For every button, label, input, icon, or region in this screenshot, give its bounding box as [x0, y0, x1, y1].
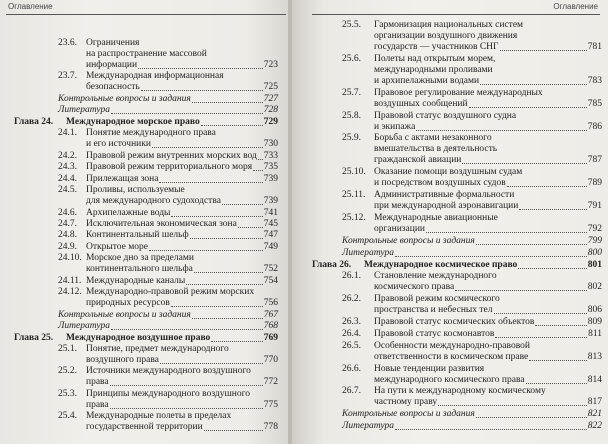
toc-entry-title-line: Архипелажные воды: [86, 207, 171, 218]
toc-entry-title-line: ответственности в космическом праве: [374, 351, 529, 362]
toc-entry-number: 23.7.: [58, 71, 77, 82]
toc-entry-number: 24.8.: [58, 230, 77, 241]
left-running-header: Оглавление: [8, 2, 53, 11]
toc-entry[interactable]: [14, 38, 278, 71]
toc-entry[interactable]: [312, 248, 602, 259]
toc-entry[interactable]: [14, 366, 278, 388]
toc-entry[interactable]: [14, 105, 278, 116]
toc-entry-number: 25.1.: [58, 344, 77, 354]
toc-entry[interactable]: [14, 162, 278, 173]
toc-dot-leader: [222, 196, 263, 205]
toc-entry[interactable]: [14, 71, 278, 93]
toc-entry-title-line: Открытое море: [86, 241, 148, 252]
toc-dot-leader: [507, 178, 587, 187]
toc-entry-title-line: Борьба с актами незаконного: [374, 133, 492, 144]
toc-entry[interactable]: [14, 242, 278, 253]
toc-dot-leader: [426, 224, 587, 233]
toc-dot-leader: [438, 397, 587, 406]
toc-entry-title-line: международного космического права: [374, 374, 525, 385]
toc-dot-leader: [152, 139, 263, 148]
toc-entry-page-number: 778: [263, 422, 278, 433]
toc-entry[interactable]: [14, 174, 278, 185]
toc-entry-title-line: информации: [86, 60, 138, 70]
toc-entry-title-line: и посредством воздушных судов: [374, 178, 506, 189]
toc-entry-page-number: 775: [263, 399, 278, 410]
toc-entry-number: 24.2.: [58, 150, 77, 161]
toc-entry-page-number: 741: [263, 207, 278, 218]
toc-entry-number: 26.6.: [342, 363, 361, 374]
toc-entry-number: 25.3.: [58, 388, 77, 399]
toc-entry-title-line: Контрольные вопросы и задания: [58, 309, 191, 320]
toc-entry-number: 24.5.: [58, 185, 77, 196]
toc-entry-page-number: 786: [587, 121, 602, 132]
toc-entry-title-line: права: [86, 399, 109, 410]
toc-entry-page-number: 749: [263, 241, 278, 252]
toc-entry-title-line: Понятие международного права: [86, 128, 216, 139]
toc-entry-title-line: Оказание помощи воздушным судам: [374, 167, 523, 178]
toc-entry-title-line: Прилежащая зона: [86, 173, 159, 184]
toc-entry[interactable]: [312, 294, 602, 316]
toc-entry-title-line: Новые тенденции развития: [374, 363, 485, 374]
toc-entry-number: 26.3.: [342, 317, 361, 328]
toc-dot-leader: [192, 310, 263, 319]
toc-entry[interactable]: [312, 409, 602, 420]
toc-entry-title-line: организации: [374, 223, 426, 234]
toc-entry-number: 25.10.: [342, 167, 366, 178]
toc-entry-number: 25.9.: [342, 133, 361, 144]
toc-entry-title-line: Международное морское право: [66, 116, 200, 127]
toc-entry-title-line: Континентальный шельф: [86, 230, 189, 241]
toc-dot-leader: [519, 201, 586, 210]
toc-entry-title-line: Международные авиационные: [374, 212, 498, 223]
toc-entry-number: 26.4.: [342, 328, 361, 339]
toc-entry[interactable]: [312, 111, 602, 133]
toc-dot-leader: [535, 317, 586, 326]
toc-dot-leader: [211, 333, 262, 342]
toc-entry[interactable]: [14, 253, 278, 275]
toc-entry-page-number: 739: [263, 196, 278, 207]
toc-entry-title-line: Правовой режим территориального моря: [86, 162, 253, 173]
toc-entry-number: 24.4.: [58, 173, 77, 184]
toc-entry-page-number: 735: [263, 162, 278, 173]
toc-entry-number: 24.7.: [58, 218, 77, 229]
toc-dot-leader: [171, 298, 263, 307]
toc-entry-page-number: 792: [587, 223, 602, 234]
toc-entry[interactable]: [14, 287, 278, 309]
toc-entry[interactable]: [312, 421, 602, 432]
toc-entry-title-line: Контрольные вопросы и задания: [342, 409, 475, 420]
toc-entry-page-number: 822: [587, 421, 602, 432]
toc-dot-leader: [204, 422, 263, 431]
toc-dot-leader: [526, 375, 587, 384]
toc-entry[interactable]: [14, 276, 278, 287]
toc-entry-title-line: частному праву: [374, 397, 438, 408]
toc-dot-leader: [476, 409, 587, 418]
toc-entry[interactable]: [312, 54, 602, 87]
toc-entry[interactable]: [14, 333, 278, 344]
toc-entry-number: 24.11.: [58, 275, 82, 286]
toc-entry-number: 26.1.: [342, 271, 361, 282]
toc-dot-leader: [238, 219, 263, 228]
toc-entry[interactable]: [312, 341, 602, 363]
toc-entry-title-line: космического права: [374, 282, 455, 293]
toc-entry-title-line: Полеты над открытым морем,: [374, 53, 496, 64]
toc-entry-page-number: 747: [263, 230, 278, 241]
toc-entry-number: 23.6.: [58, 38, 77, 48]
toc-entry[interactable]: [14, 411, 278, 433]
toc-entry-title-line: континентального шельфа: [86, 264, 193, 275]
toc-entry[interactable]: [312, 88, 602, 110]
toc-dot-leader: [469, 99, 587, 108]
toc-entry-page-number: 802: [587, 282, 602, 293]
toc-entry-page-number: 756: [263, 298, 278, 309]
toc-dot-leader: [258, 151, 263, 160]
toc-entry[interactable]: [14, 389, 278, 411]
toc-entry[interactable]: [14, 151, 278, 162]
toc-dot-leader: [253, 162, 263, 171]
toc-entry-title-line: для международного судоходства: [86, 196, 221, 207]
toc-entry[interactable]: [14, 310, 278, 321]
toc-entry-number: 26.7.: [342, 386, 361, 397]
toc-dot-leader: [149, 242, 263, 251]
toc-entry-number: Глава 25.: [14, 332, 54, 343]
toc-entry-title-line: Становление международного: [374, 271, 497, 282]
toc-dot-leader: [111, 321, 263, 330]
toc-entry-title-line: Правовой статус воздушного судна: [374, 110, 517, 121]
toc-entry-title-line: на распространение массовой: [86, 49, 207, 59]
toc-entry[interactable]: [312, 190, 602, 212]
toc-entry[interactable]: [14, 219, 278, 230]
toc-entry-title-line: гражданской авиации: [374, 155, 462, 166]
toc-entry-title-line: Проливы, используемые: [86, 185, 185, 196]
toc-entry-number: 25.5.: [342, 20, 361, 30]
toc-entry-page-number: 821: [587, 409, 602, 420]
toc-entry-title-line: Литература: [342, 247, 394, 258]
toc-entry-title-line: и его источники: [86, 139, 151, 150]
toc-entry-number: 25.11.: [342, 190, 366, 201]
toc-entry-title-line: Контрольные вопросы и задания: [58, 93, 191, 104]
toc-entry-number: 24.12.: [58, 287, 82, 298]
toc-entry-number: Глава 24.: [14, 116, 54, 127]
right-header-rule: [312, 14, 600, 15]
toc-entry-page-number: 801: [587, 259, 602, 270]
toc-entry[interactable]: [312, 329, 602, 340]
toc-entry[interactable]: [312, 364, 602, 386]
toc-entry-title-line: Правовой статус космических объектов: [374, 317, 535, 328]
toc-entry-title-line: Морское дно за пределами: [86, 253, 194, 264]
toc-entry-title-line: организации воздушного движения: [374, 31, 518, 41]
toc-entry-title-line: при международной аэронавигации: [374, 201, 519, 212]
toc-entry-title-line: и архипелажными водами: [374, 75, 480, 86]
toc-entry-page-number: 814: [587, 374, 602, 385]
toc-entry-title-line: государственной территории: [86, 422, 203, 433]
toc-entry-page-number: 781: [587, 42, 602, 52]
toc-dot-leader: [455, 282, 587, 291]
toc-entry-number: 24.6.: [58, 207, 77, 218]
toc-entry-title-line: Правовой режим внутренних морских вод: [86, 150, 257, 161]
toc-entry-title-line: Источники международного воздушного: [86, 366, 251, 377]
toc-entry-title-line: Правовое регулирование международных: [374, 87, 543, 98]
toc-entry-title-line: Гармонизация национальных систем: [374, 20, 524, 30]
toc-entry-page-number: 730: [263, 139, 278, 150]
toc-entry-title-line: Международные полеты в пределах: [86, 411, 232, 422]
toc-entry-page-number: 817: [587, 397, 602, 408]
toc-entry[interactable]: [14, 344, 278, 366]
toc-dot-leader: [111, 105, 263, 114]
toc-entry-title-line: воздушного права: [86, 355, 159, 365]
toc-entry-title-line: государств — участников СНГ: [374, 42, 499, 52]
toc-dot-leader: [171, 208, 262, 217]
toc-entry-page-number: 806: [587, 305, 602, 316]
toc-dot-leader: [186, 276, 262, 285]
toc-entry-page-number: 770: [263, 355, 278, 365]
toc-dot-leader: [395, 248, 587, 257]
toc-entry-title-line: Международное воздушное право: [66, 332, 211, 343]
toc-entry-title-line: Правовой режим космического: [374, 294, 500, 305]
toc-dot-leader: [416, 122, 586, 131]
toc-dot-leader: [160, 355, 263, 364]
toc-entry-title-line: Международная информационная: [86, 71, 224, 82]
toc-dot-leader: [495, 329, 587, 338]
left-page: [0, 0, 290, 444]
toc-entry-page-number: 723: [263, 60, 278, 70]
toc-entry[interactable]: [14, 94, 278, 105]
toc-entry-title-line: международными проливами: [374, 64, 493, 75]
toc-dot-leader: [480, 76, 587, 85]
toc-dot-leader: [192, 94, 263, 103]
toc-entry-page-number: 752: [263, 264, 278, 275]
toc-entry[interactable]: [14, 230, 278, 241]
toc-entry-page-number: 783: [587, 75, 602, 86]
toc-entry-page-number: 728: [263, 105, 278, 116]
toc-entry[interactable]: [312, 271, 602, 293]
toc-entry-page-number: 745: [263, 218, 278, 229]
toc-entry-title-line: Исключительная экономическая зона: [86, 218, 237, 229]
toc-entry-title-line: Контрольные вопросы и задания: [342, 235, 475, 246]
toc-entry-page-number: 789: [587, 178, 602, 189]
toc-entry-title-line: воздушных сообщений: [374, 98, 468, 109]
toc-entry[interactable]: [14, 208, 278, 219]
toc-entry[interactable]: [312, 167, 602, 189]
toc-dot-leader: [141, 82, 263, 91]
toc-entry-number: Глава 26.: [312, 259, 352, 270]
toc-entry-title-line: Литература: [342, 421, 394, 432]
toc-entry-page-number: 727: [263, 93, 278, 104]
toc-entry-title-line: и экипажа: [374, 121, 416, 132]
toc-entry[interactable]: [14, 128, 278, 150]
toc-entry-title-line: Принципы международного воздушного: [86, 388, 251, 399]
toc-entry-title-line: Ограничения: [86, 38, 140, 48]
toc-dot-leader: [194, 264, 263, 273]
toc-entry-title-line: Международно-правовой режим морских: [86, 287, 255, 298]
toc-entry-page-number: 754: [263, 275, 278, 286]
toc-entry-title-line: вмешательства в деятельность: [374, 144, 498, 155]
toc-entry-page-number: 767: [263, 309, 278, 320]
toc-entry-page-number: 800: [587, 247, 602, 258]
toc-entry-page-number: 769: [263, 332, 278, 343]
toc-entry-title-line: природных ресурсов: [86, 298, 170, 309]
toc-entry-number: 24.1.: [58, 128, 77, 139]
toc-dot-leader: [500, 42, 587, 51]
toc-entry-number: 26.2.: [342, 294, 361, 305]
toc-entry-number: 25.2.: [58, 366, 77, 377]
toc-dot-leader: [395, 421, 587, 430]
toc-dot-leader: [110, 400, 263, 409]
toc-dot-leader: [529, 352, 587, 361]
toc-entry-title-line: права: [86, 377, 109, 388]
toc-entry-title-line: пространства и небесных тел: [374, 305, 493, 316]
right-page: [292, 0, 608, 444]
toc-entry-title-line: Административные формальности: [374, 190, 515, 201]
toc-entry-number: 25.4.: [58, 411, 77, 422]
toc-entry-title-line: Особенности международно-правовой: [374, 340, 530, 351]
toc-entry-page-number: 768: [263, 321, 278, 332]
toc-entry-number: 24.10.: [58, 253, 82, 264]
toc-entry-number: 25.8.: [342, 110, 361, 121]
toc-entry-page-number: 772: [263, 377, 278, 388]
toc-entry[interactable]: [312, 236, 602, 247]
toc-entry-number: 24.9.: [58, 241, 77, 252]
toc-dot-leader: [190, 230, 263, 239]
toc-entry-title-line: безопасность: [86, 82, 140, 93]
toc-entry[interactable]: [312, 386, 602, 408]
toc-entry[interactable]: [312, 133, 602, 166]
toc-entry[interactable]: [14, 117, 278, 128]
toc-entry-number: 24.3.: [58, 162, 77, 173]
toc-entry-page-number: 799: [587, 235, 602, 246]
toc-entry[interactable]: [312, 20, 602, 53]
toc-dot-leader: [138, 60, 263, 69]
toc-entry-title-line: Литература: [58, 321, 110, 332]
toc-entry-title-line: Правовой статус космонавтов: [374, 328, 495, 339]
toc-entry-number: 25.6.: [342, 53, 361, 64]
toc-entry-page-number: 813: [587, 351, 602, 362]
toc-entry-title-line: Международное космическое право: [364, 259, 518, 270]
toc-entry-title-line: На пути к международному космическому: [374, 386, 546, 397]
toc-entry[interactable]: [312, 317, 602, 328]
toc-entry-page-number: 809: [587, 317, 602, 328]
toc-entry-page-number: 785: [587, 98, 602, 109]
left-header-rule: [6, 14, 286, 15]
toc-entry[interactable]: [312, 213, 602, 235]
toc-entry-number: 26.5.: [342, 340, 361, 351]
toc-dot-leader: [494, 305, 587, 314]
toc-entry-page-number: 811: [588, 328, 602, 339]
toc-dot-leader: [159, 174, 262, 183]
toc-entry-title-line: Международные каналы: [86, 275, 186, 286]
right-running-header: Оглавление: [553, 2, 598, 11]
toc-dot-leader: [110, 377, 263, 386]
toc-entry-title-line: Литература: [58, 105, 110, 116]
toc-entry-page-number: 729: [263, 116, 278, 127]
toc-entry-number: 25.7.: [342, 87, 361, 98]
toc-entry-page-number: 739: [263, 173, 278, 184]
toc-dot-leader: [476, 236, 587, 245]
toc-entry[interactable]: [14, 321, 278, 332]
toc-entry[interactable]: [14, 185, 278, 207]
toc-entry-page-number: 725: [263, 82, 278, 93]
toc-dot-leader: [201, 117, 263, 126]
toc-entry-page-number: 733: [263, 150, 278, 161]
toc-dot-leader: [462, 155, 586, 164]
toc-dot-leader: [518, 260, 586, 269]
toc-entry-page-number: 791: [587, 201, 602, 212]
toc-entry-title-line: Понятие, предмет международного: [86, 344, 229, 354]
toc-entry[interactable]: [312, 260, 602, 271]
toc-entry-number: 25.12.: [342, 212, 366, 223]
toc-entry-page-number: 787: [587, 155, 602, 166]
